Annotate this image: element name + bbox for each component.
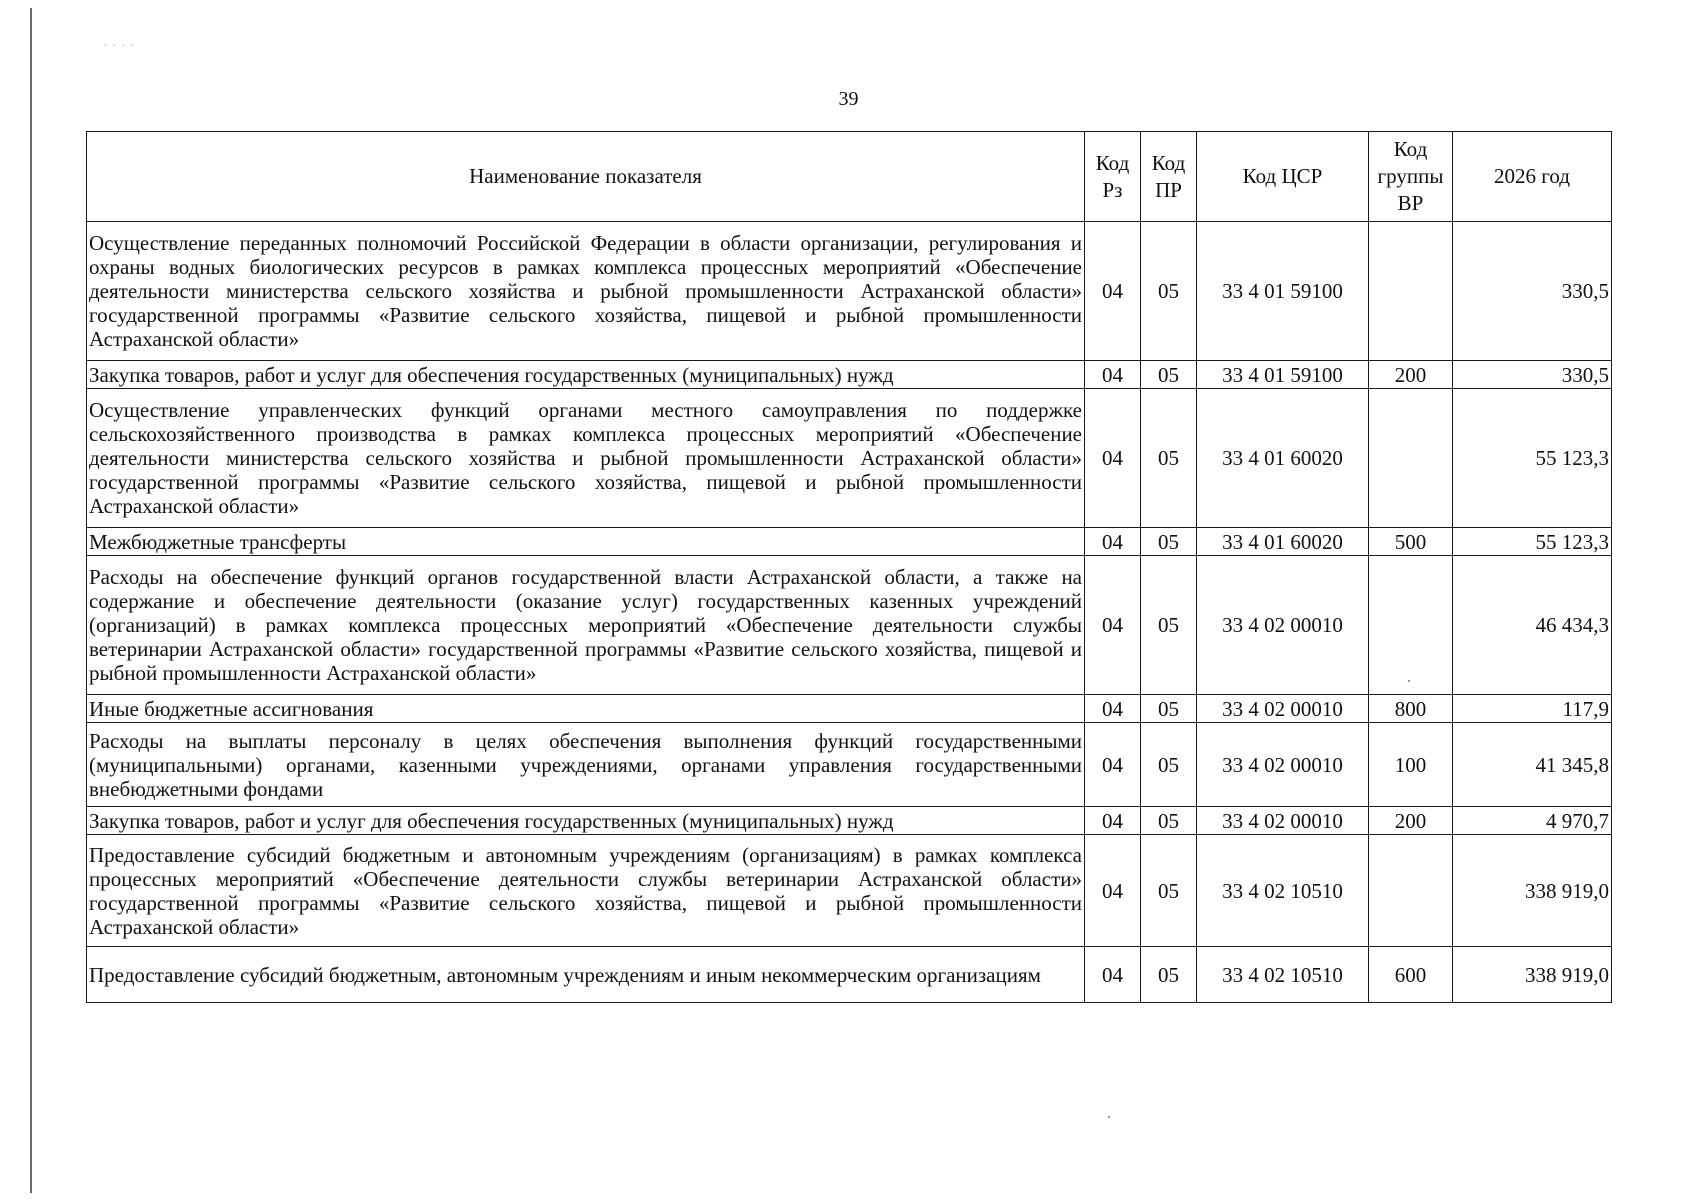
row-rz: 04 <box>1085 389 1141 528</box>
row-rz: 04 <box>1085 835 1141 947</box>
table-row <box>87 556 1612 695</box>
row-name: Межбюджетные трансферты <box>87 528 1085 556</box>
row-rz: 04 <box>1085 528 1141 556</box>
row-csr: 33 4 02 00010 <box>1197 556 1369 695</box>
row-pr: 05 <box>1141 361 1197 389</box>
row-name: Осуществление переданных полномочий Российской Федерации в области организации, регулирования и охраны водных биологических ресурсов в рамках комплекса процессных мероприятий «Обеспечение деятельности министерства сельского хозяйства и рыбной промышленности Астраханской области» государственной программы «Развитие сельского хозяйства, пищевой и рыбной промышленности Астраханской области» <box>87 222 1085 361</box>
header-name: Наименование показателя <box>87 132 1085 222</box>
row-name: Закупка товаров, работ и услуг для обеспечения государственных (муниципальных) нужд <box>87 361 1085 389</box>
row-amount: 330,5 <box>1453 222 1612 361</box>
row-name: Предоставление субсидий бюджетным и автономным учреждениям (организациям) в рамках комплекса процессных мероприятий «Обеспечение деятельности службы ветеринарии Астраханской области» государственной программы «Развитие сельского хозяйства, пищевой и рыбной промышленности Астраханской области» <box>87 835 1085 947</box>
row-amount: 330,5 <box>1453 361 1612 389</box>
row-rz: 04 <box>1085 695 1141 723</box>
row-vr: 800 <box>1369 695 1453 723</box>
row-csr: 33 4 01 60020 <box>1197 528 1369 556</box>
row-pr: 05 <box>1141 807 1197 835</box>
row-amount: 338 919,0 <box>1453 947 1612 1003</box>
row-pr: 05 <box>1141 222 1197 361</box>
row-pr: 05 <box>1141 556 1197 695</box>
row-name: Предоставление субсидий бюджетным, автономным учреждениям и иным некоммерческим организациям <box>87 947 1085 1003</box>
row-pr: 05 <box>1141 528 1197 556</box>
binding-edge-line <box>30 8 32 1193</box>
row-csr: 33 4 01 59100 <box>1197 361 1369 389</box>
row-name: Иные бюджетные ассигнования <box>87 695 1085 723</box>
page-number: 39 <box>838 88 859 110</box>
scan-speck <box>1108 1116 1110 1118</box>
table-header-row <box>87 132 1612 222</box>
table-row <box>87 695 1612 723</box>
row-amount: 117,9 <box>1453 695 1612 723</box>
table-row <box>87 807 1612 835</box>
row-vr <box>1369 389 1453 528</box>
budget-table <box>86 131 1612 1003</box>
header-pr: Код ПР <box>1141 132 1197 222</box>
table-row <box>87 723 1612 807</box>
table-row <box>87 528 1612 556</box>
row-vr: 200 <box>1369 807 1453 835</box>
row-csr: 33 4 02 10510 <box>1197 835 1369 947</box>
table-row <box>87 835 1612 947</box>
row-pr: 05 <box>1141 723 1197 807</box>
header-year: 2026 год <box>1453 132 1612 222</box>
row-amount: 338 919,0 <box>1453 835 1612 947</box>
header-csr: Код ЦСР <box>1197 132 1369 222</box>
row-rz: 04 <box>1085 361 1141 389</box>
row-vr: 600 <box>1369 947 1453 1003</box>
row-name: Расходы на выплаты персоналу в целях обеспечения выполнения функций государственными (муниципальными) органами, казенными учреждениями, органами управления государственными внебюджетными фондами <box>87 723 1085 807</box>
row-pr: 05 <box>1141 695 1197 723</box>
row-pr: 05 <box>1141 947 1197 1003</box>
row-rz: 04 <box>1085 222 1141 361</box>
row-csr: 33 4 02 00010 <box>1197 723 1369 807</box>
row-name: Закупка товаров, работ и услуг для обеспечения государственных (муниципальных) нужд <box>87 807 1085 835</box>
table-row <box>87 222 1612 361</box>
row-csr: 33 4 01 59100 <box>1197 222 1369 361</box>
row-vr <box>1369 222 1453 361</box>
row-amount: 55 123,3 <box>1453 389 1612 528</box>
row-csr: 33 4 02 00010 <box>1197 807 1369 835</box>
table-row <box>87 947 1612 1003</box>
row-rz: 04 <box>1085 947 1141 1003</box>
row-name: Осуществление управленческих функций органами местного самоуправления по поддержке сельскохозяйственного производства в рамках комплекса процессных мероприятий «Обеспечение деятельности министерства сельского хозяйства и рыбной промышленности Астраханской области» государственной программы «Развитие сельского хозяйства, пищевой и рыбной промышленности Астраханской области» <box>87 389 1085 528</box>
row-vr: 100 <box>1369 723 1453 807</box>
row-amount: 46 434,3 <box>1453 556 1612 695</box>
row-csr: 33 4 02 00010 <box>1197 695 1369 723</box>
row-amount: 55 123,3 <box>1453 528 1612 556</box>
row-csr: 33 4 02 10510 <box>1197 947 1369 1003</box>
row-rz: 04 <box>1085 556 1141 695</box>
row-vr <box>1369 556 1453 695</box>
row-vr: 500 <box>1369 528 1453 556</box>
row-name: Расходы на обеспечение функций органов государственной власти Астраханской области, а также на содержание и обеспечение деятельности (оказание услуг) государственных казенных учреждений (организаций) в рамках комплекса процессных мероприятий «Обеспечение деятельности службы ветеринарии Астраханской области» государственной программы «Развитие сельского хозяйства, пищевой и рыбной промышленности Астраханской области» <box>87 556 1085 695</box>
row-rz: 04 <box>1085 807 1141 835</box>
row-amount: 41 345,8 <box>1453 723 1612 807</box>
scan-speck <box>1408 680 1410 682</box>
row-amount: 4 970,7 <box>1453 807 1612 835</box>
header-rz: Код Рз <box>1085 132 1141 222</box>
table-row <box>87 361 1612 389</box>
row-vr <box>1369 835 1453 947</box>
table-row <box>87 389 1612 528</box>
row-rz: 04 <box>1085 723 1141 807</box>
row-pr: 05 <box>1141 835 1197 947</box>
row-csr: 33 4 01 60020 <box>1197 389 1369 528</box>
row-pr: 05 <box>1141 389 1197 528</box>
row-vr: 200 <box>1369 361 1453 389</box>
header-vr: Код группы ВР <box>1369 132 1453 222</box>
scan-artifact-marks: . . . . <box>104 38 136 49</box>
